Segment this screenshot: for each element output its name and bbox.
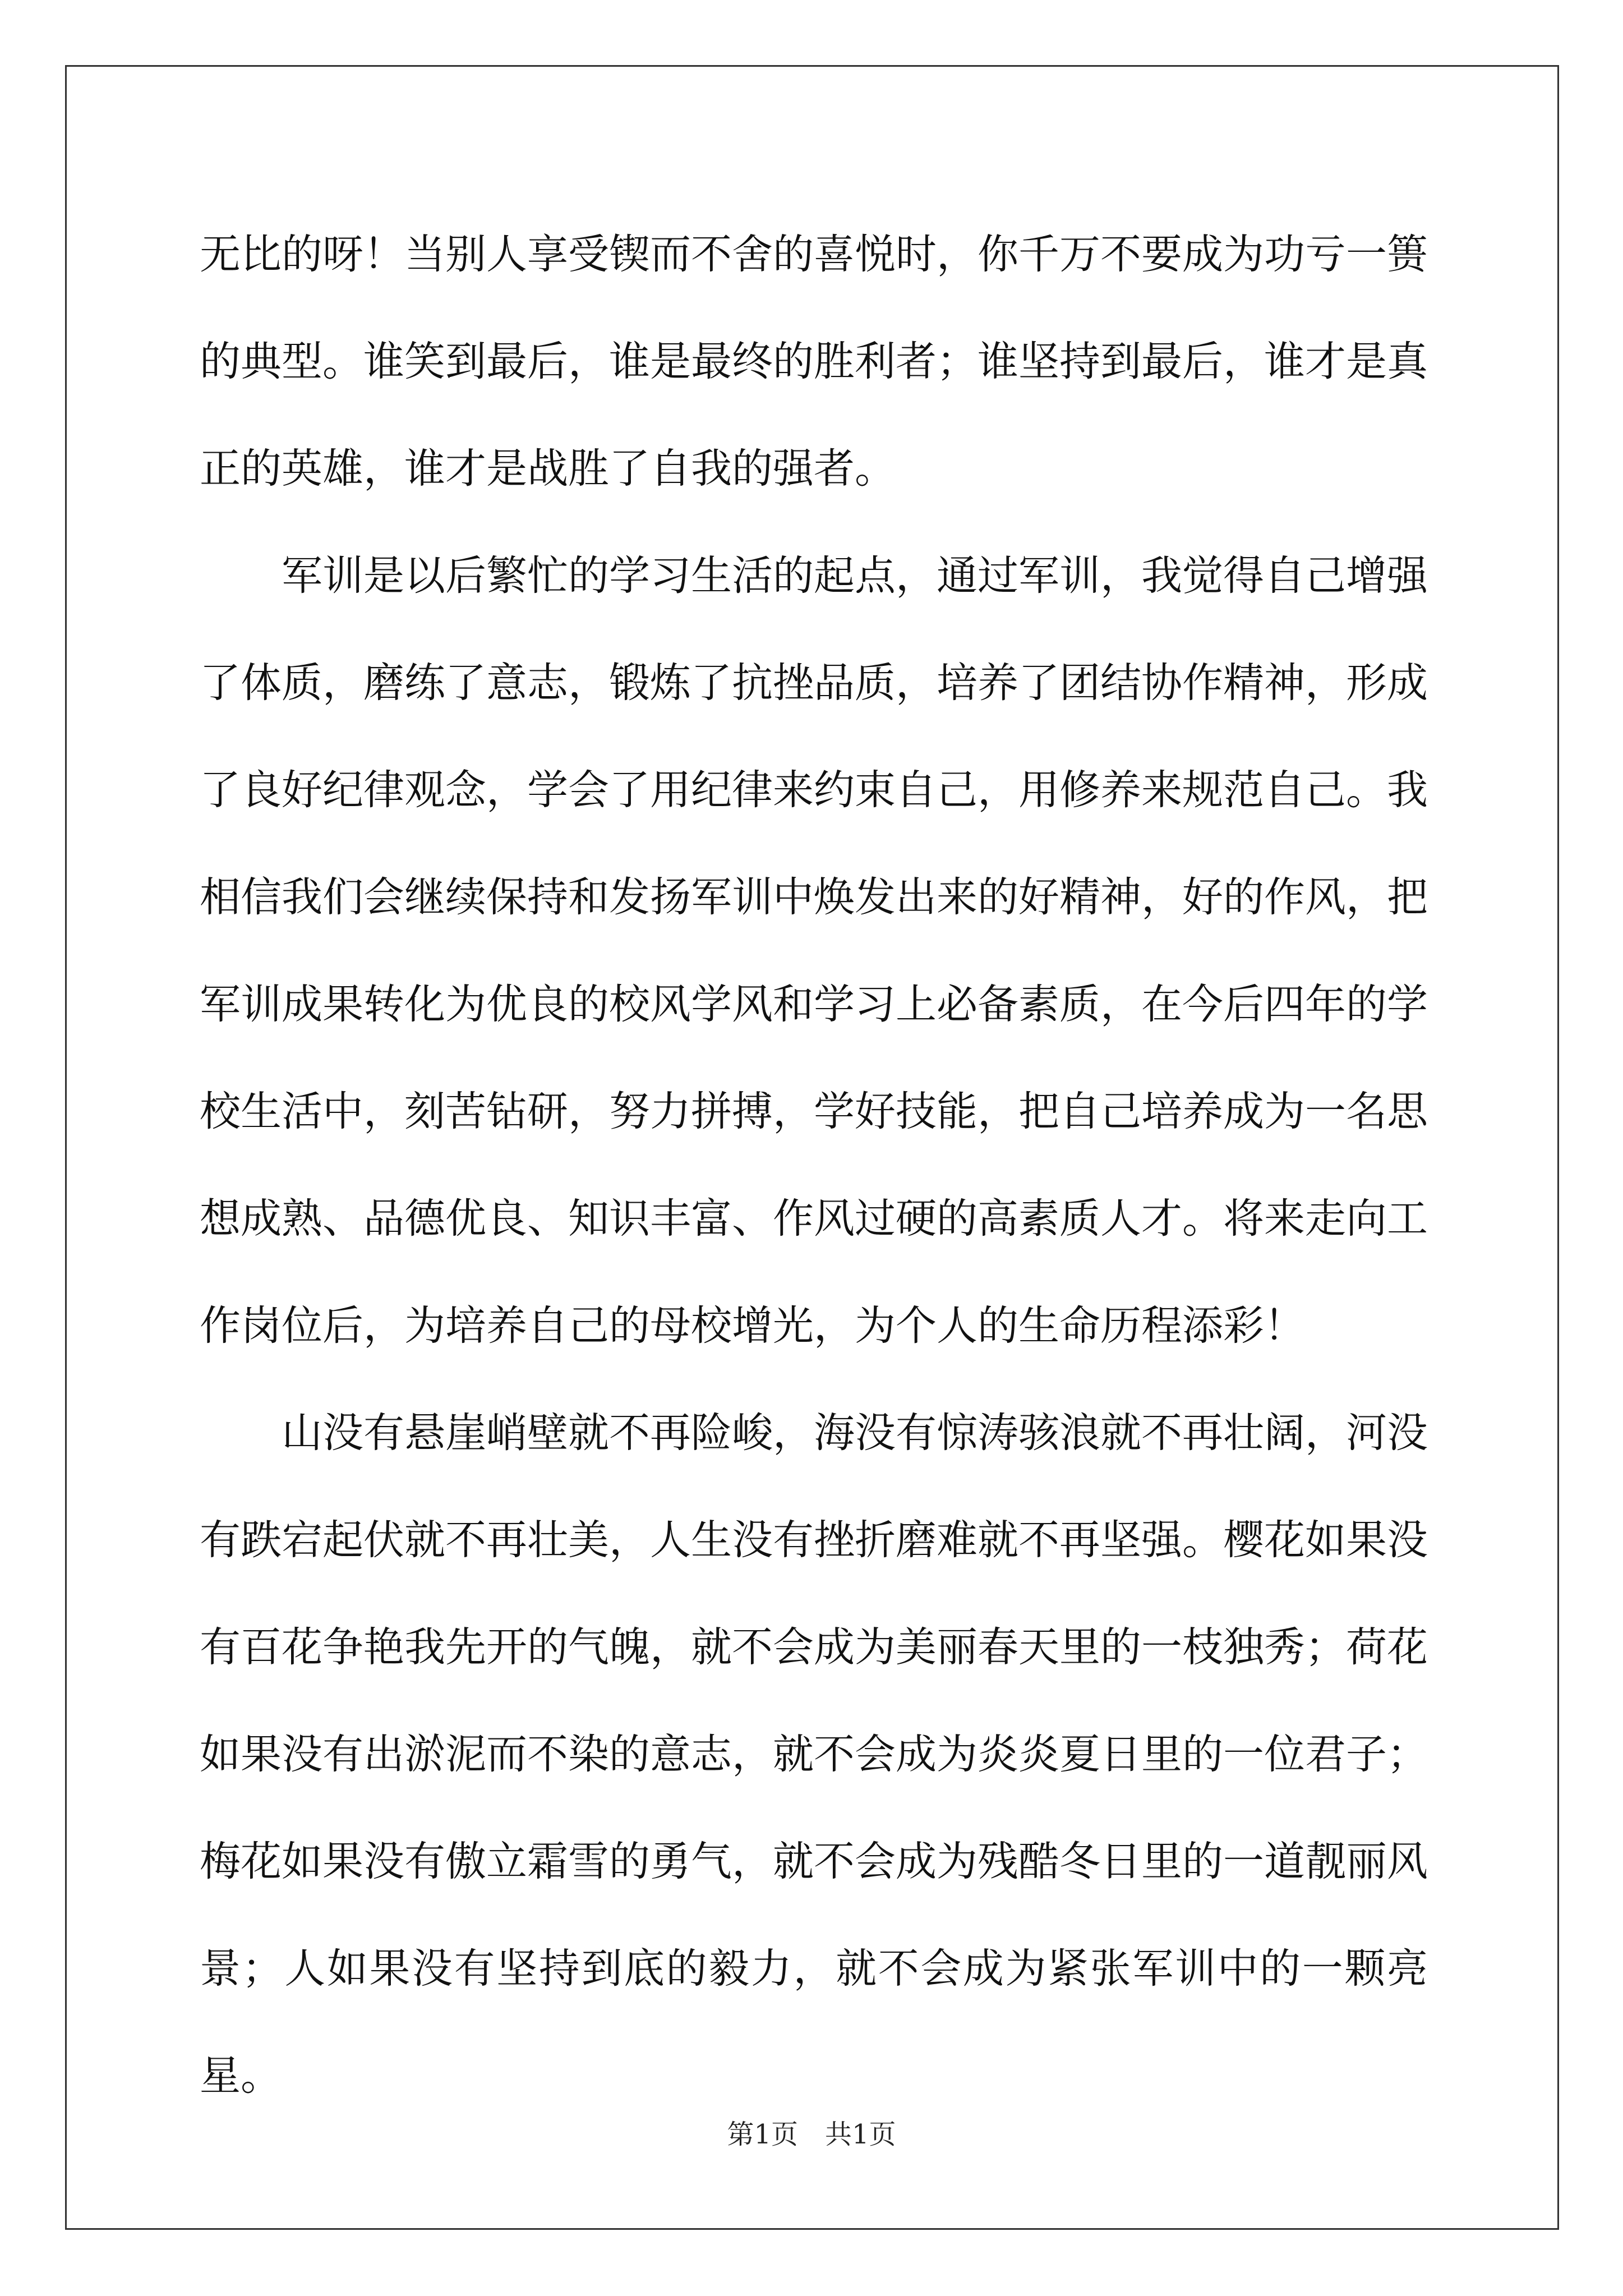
paragraph-3: 山没有悬崖峭壁就不再险峻，海没有惊涛骇浪就不再壮阔，河没有跌宕起伏就不再壮美，人生没有挫折磨难就不再坚强。樱花如果没有百花争艳我先开的气魄，就不会成为美丽春天里的一枝独秀；荷花如果没有出淤泥而不染的意志，就不会成为炎炎夏日里的一位君子；梅花如果没有傲立霜雪的勇气，就不会成为残酷冬日里的一道靓丽风景；人如果没有坚持到底的毅力，就不会成为紧张军训中的一颗亮星。 xyxy=(200,1409,1428,2100)
paragraph-1: 无比的呀！当别人享受锲而不舍的喜悦时，你千万不要成为功亏一篑的典型。谁笑到最后，谁是最终的胜利者；谁坚持到最后，谁才是真正的英雄，谁才是战胜了自我的强者。 xyxy=(200,231,1428,493)
page-number-footer: 第1页 共1页 xyxy=(727,2119,896,2150)
document-body xyxy=(200,201,1428,2129)
paragraph-2: 军训是以后繁忙的学习生活的起点，通过军训，我觉得自己增强了体质，磨练了意志，锻炼了抗挫品质，培养了团结协作精神，形成了良好纪律观念，学会了用纪律来约束自己，用修养来规范自己。我相信我们会继续保持和发扬军训中焕发出来的好精神，好的作风，把军训成果转化为优良的校风学风和学习上必备素质，在今后四年的学校生活中，刻苦钻研，努力拼搏，学好技能，把自己培养成为一名思想成熟、品德优良、知识丰富、作风过硬的高素质人才。将来走向工作岗位后，为培养自己的母校增光，为个人的生命历程添彩！ xyxy=(200,552,1428,1350)
